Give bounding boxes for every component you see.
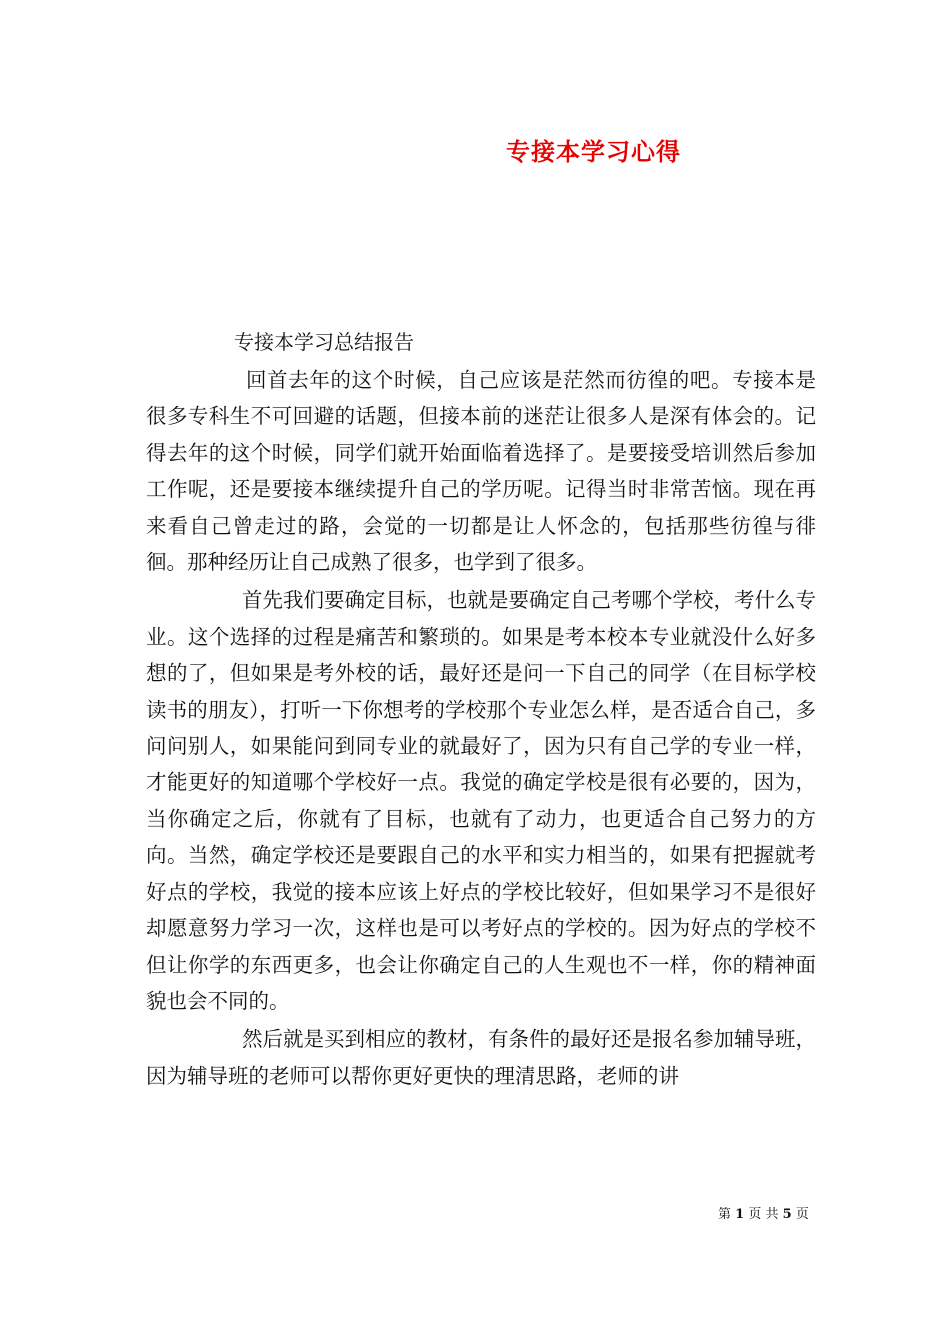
footer-current-page: 1 <box>735 1207 745 1222</box>
paragraph-2: 首先我们要确定目标，也就是要确定自己考哪个学校，考什么专业。这个选择的过程是痛苦和繁琐的。如果是考本校本专业就没什么好多想的了，但如果是考外校的话，最好还是问一下自己的同学（在目标学校读书的朋友），打听一下你想考的学校那个专业怎么样，是否适合自己，多问问别人，如果能问到同专业的就最好了，因为只有自己学的专业一样，才能更好的知道哪个学校好一点。我觉的确定学校是很有必要的，因为，当你确定之后，你就有了目标，也就有了动力，也更适合自己努力的方向。当然，确定学校还是要跟自己的水平和实力相当的，如果有把握就考好点的学校，我觉的接本应该上好点的学校比较好，但如果学习不是很好却愿意努力学习一次，这样也是可以考好点的学校的。因为好点的学校不但让你学的东西更多，也会让你确定自己的人生观也不一样，你的精神面貌也会不同的。 <box>146 588 816 1013</box>
paragraph-3: 然后就是买到相应的教材，有条件的最好还是报名参加辅导班，因为辅导班的老师可以帮你更好更快的理清思路，老师的讲 <box>146 1027 816 1088</box>
footer-suffix: 页 <box>795 1207 809 1222</box>
footer-middle: 页 共 <box>748 1207 779 1222</box>
document-body <box>146 362 816 1094</box>
footer-prefix: 第 <box>718 1207 732 1222</box>
page-number-footer <box>718 1203 809 1222</box>
document-subtitle: 专接本学习总结报告 <box>234 330 414 354</box>
paragraph-1: 回首去年的这个时候，自己应该是茫然而彷徨的吧。专接本是很多专科生不可回避的话题，但接本前的迷茫让很多人是深有体会的。记得去年的这个时候，同学们就开始面临着选择了。是要接受培训然后参加工作呢，还是要接本继续提升自己的学历呢。记得当时非常苦恼。现在再来看自己曾走过的路，会觉的一切都是让人怀念的，包括那些彷徨与徘徊。那种经历让自己成熟了很多，也学到了很多。 <box>146 368 816 575</box>
footer-total-pages: 5 <box>782 1207 792 1222</box>
document-title: 专接本学习心得 <box>506 137 681 166</box>
